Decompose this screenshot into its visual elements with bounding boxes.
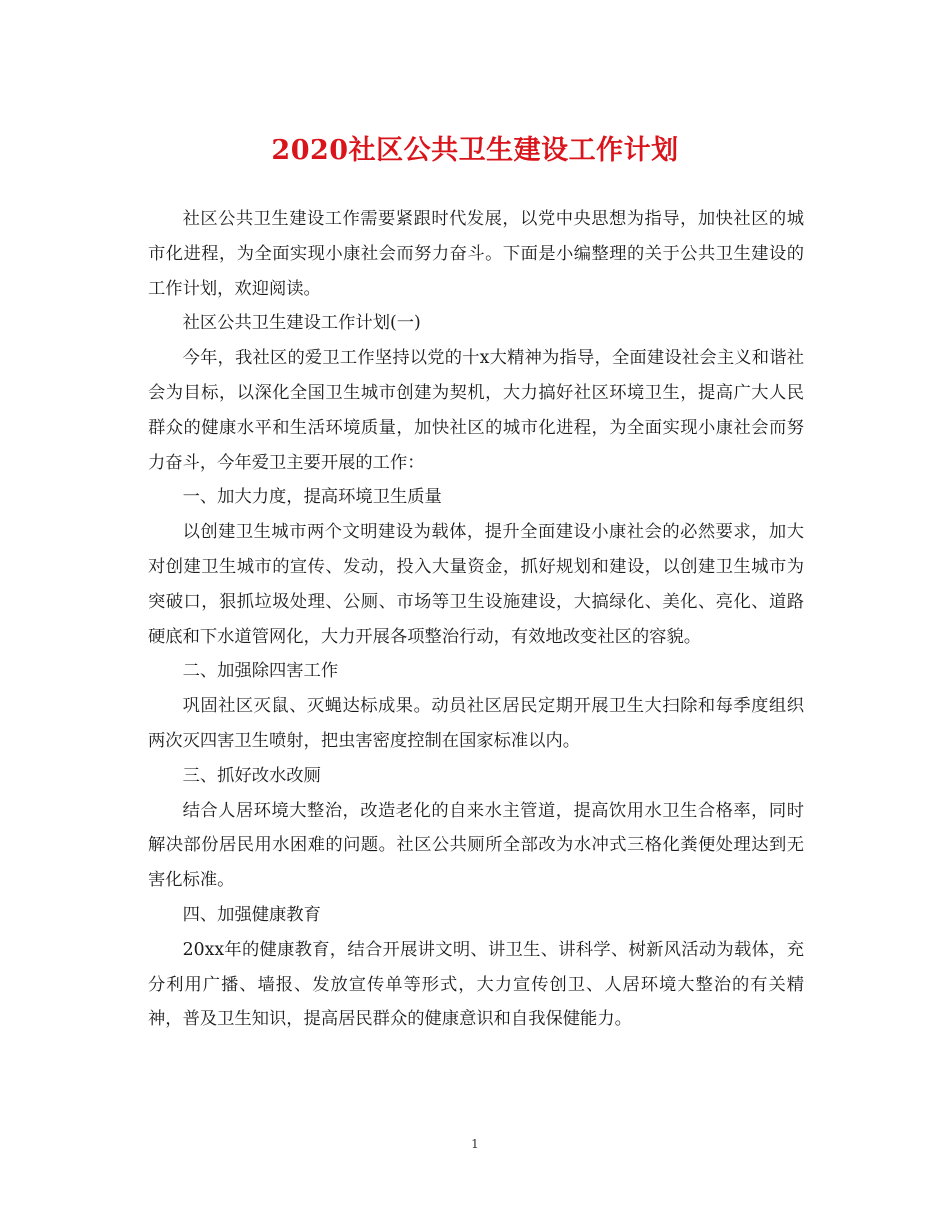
plan-overview-paragraph: 今年，我社区的爱卫工作坚持以党的十x大精神为指导，全面建设社会主义和谐社会为目标，以深化全国卫生城市创建为契机，大力搞好社区环境卫生，提高广大人民群众的健康水平和生活环境质量，加快社区的城市化进程，为全面实现小康社会而努力奋斗，今年爱卫主要开展的工作：	[148, 348, 804, 473]
four-pests-paragraph: 巩固社区灭鼠、灭蝇达标成果。动员社区居民定期开展卫生大扫除和每季度组织两次灭四害卫生喷射，把虫害密度控制在国家标准以内。	[148, 696, 804, 751]
intro-paragraph: 社区公共卫生建设工作需要紧跟时代发展，以党中央思想为指导，加快社区的城市化进程，为全面实现小康社会而努力奋斗。下面是小编整理的关于公共卫生建设的工作计划，欢迎阅读。	[148, 209, 804, 299]
health-education-paragraph: 20xx年的健康教育，结合开展讲文明、讲卫生、讲科学、树新风活动为载体，充分利用广播、墙报、发放宣传单等形式，大力宣传创卫、人居环境大整治的有关精神，普及卫生知识，提高居民群众的健康意识和自我保健能力。	[148, 939, 804, 1030]
document-body	[148, 202, 804, 1037]
section-heading-water-toilets: 三、抓好改水改厕	[182, 765, 321, 786]
environment-paragraph: 以创建卫生城市两个文明建设为载体，提升全面建设小康社会的必然要求，加大对创建卫生城市的宣传、发动，投入大量资金，抓好规划和建设，以创建卫生城市为突破口，狠抓垃圾处理、公厕、市场等卫生设施建设，大搞绿化、美化、亮化、道路硬底和下水道管网化，大力开展各项整治行动，有效地改变社区的容貌。	[148, 522, 804, 647]
document-title: 2020社区公共卫生建设工作计划	[271, 135, 679, 166]
page-number: 1	[471, 1137, 479, 1151]
section-heading-plan-one: 社区公共卫生建设工作计划(一)	[182, 313, 421, 334]
water-toilets-paragraph: 结合人居环境大整治，改造老化的自来水主管道，提高饮用水卫生合格率，同时解决部份居民用水困难的问题。社区公共厕所全部改为水冲式三格化粪便处理达到无害化标准。	[148, 800, 804, 891]
section-heading-four-pests: 二、加强除四害工作	[182, 661, 339, 682]
section-heading-health-education: 四、加强健康教育	[182, 904, 321, 925]
section-heading-environment: 一、加大力度，提高环境卫生质量	[182, 487, 442, 508]
